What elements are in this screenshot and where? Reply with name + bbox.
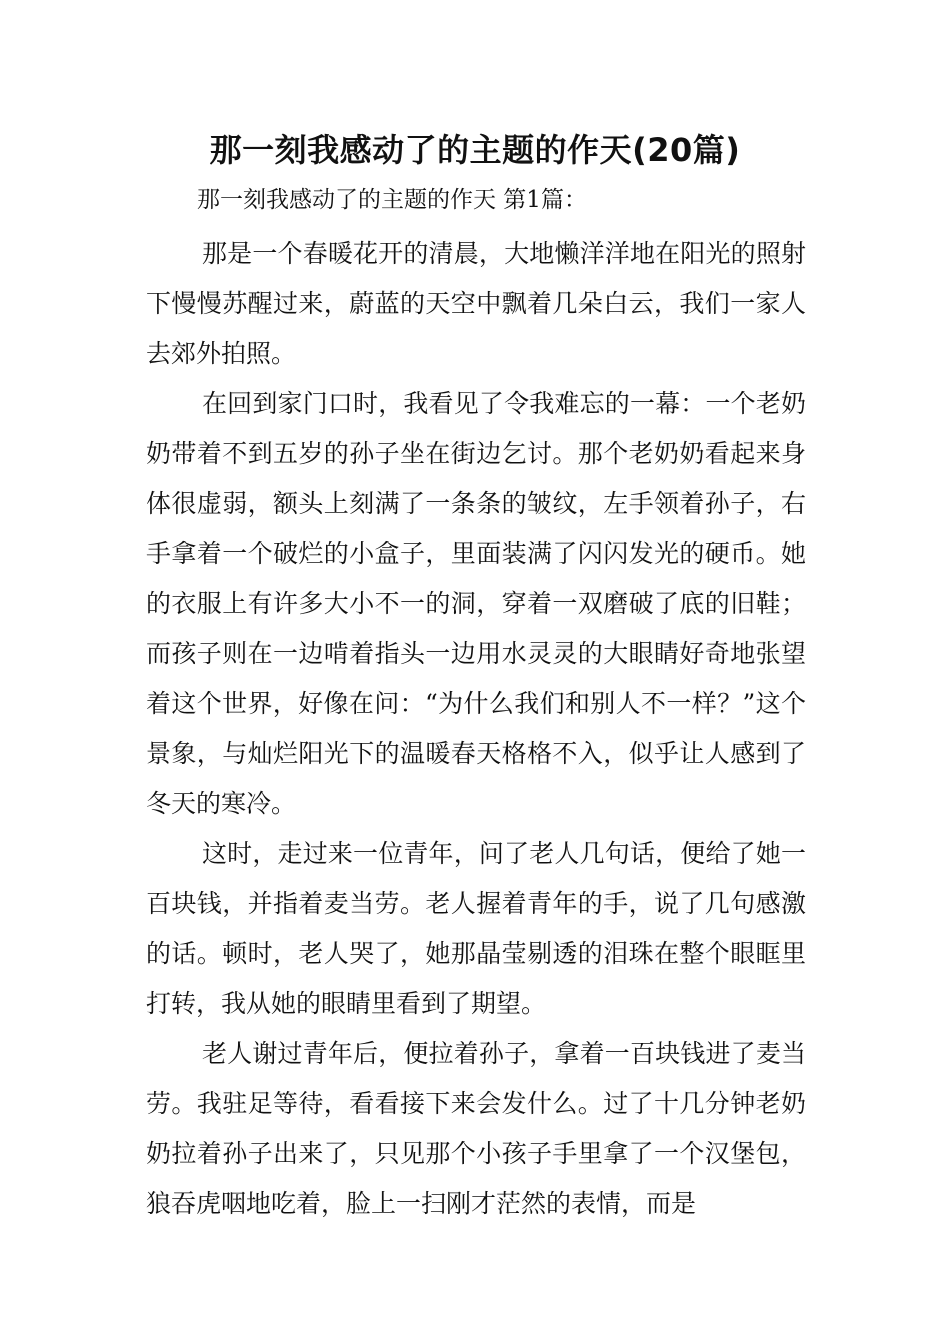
section-heading: 那一刻我感动了的主题的作天 第1篇： (197, 187, 587, 213)
paragraph-4: 老人谢过青年后，便拉着孙子，拿着一百块钱进了麦当劳。我驻足等待，看看接下来会发什么。过了十几分钟老奶奶拉着孙子出来了，只见那个小孩子手里拿了一个汉堡包，狼吞虎咽地吃着，脸上一扫刚才茫然的表情，而是 (146, 1039, 806, 1218)
page-title: 那一刻我感动了的主题的作天(20篇) (209, 131, 741, 169)
paragraph-2: 在回到家门口时，我看见了令我难忘的一幕：一个老奶奶带着不到五岁的孙子坐在街边乞讨。那个老奶奶看起来身体很虚弱，额头上刻满了一条条的皱纹，左手领着孙子，右手拿着一个破烂的小盒子，里面装满了闪闪发光的硬币。她的衣服上有许多大小不一的洞，穿着一双磨破了底的旧鞋；而孩子则在一边啃着指头一边用水灵灵的大眼睛好奇地张望着这个世界，好像在问：“为什么我们和别人不一样？”这个景象，与灿烂阳光下的温暖春天格格不入，似乎让人感到了冬天的寒冷。 (146, 389, 806, 818)
paragraph-3: 这时，走过来一位青年，问了老人几句话，便给了她一百块钱，并指着麦当劳。老人握着青年的手，说了几句感激的话。顿时，老人哭了，她那晶莹剔透的泪珠在整个眼眶里打转，我从她的眼睛里看到了期望。 (146, 839, 806, 1018)
article-body (146, 229, 806, 1229)
paragraph-1: 那是一个春暖花开的清晨，大地懒洋洋地在阳光的照射下慢慢苏醒过来，蔚蓝的天空中飘着几朵白云，我们一家人去郊外拍照。 (146, 239, 806, 368)
